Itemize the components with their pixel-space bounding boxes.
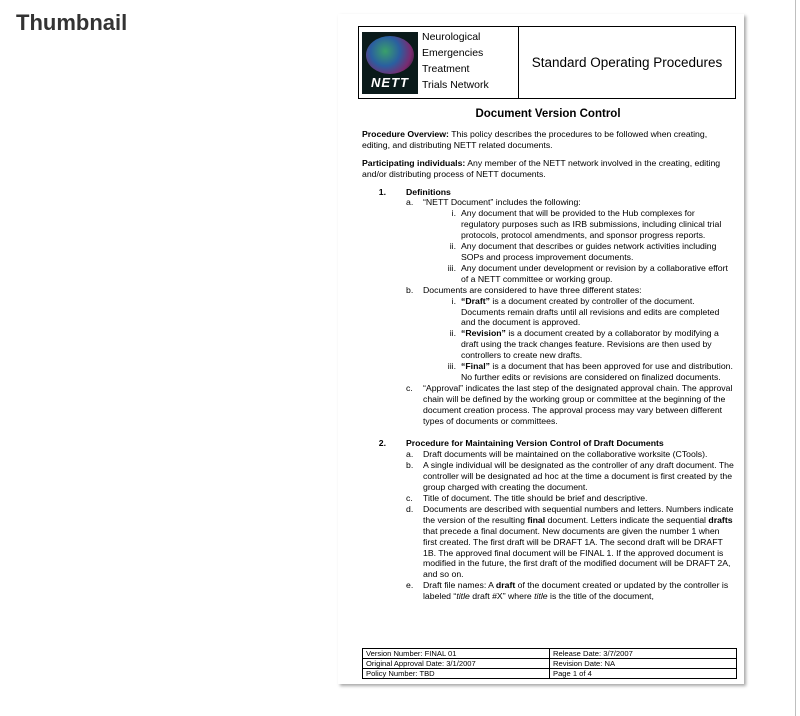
italic-run: title xyxy=(534,591,548,602)
list-marker: b. xyxy=(406,460,414,471)
section-number: 1. xyxy=(378,186,386,197)
section-heading: Definitions xyxy=(406,186,451,197)
list-item xyxy=(440,208,734,241)
list-item xyxy=(406,197,734,208)
list-item xyxy=(406,449,734,460)
text-run: draft #X” where xyxy=(469,591,535,602)
participating-individuals xyxy=(362,158,734,180)
list-text: Any document that will be provided to the Hub complexes for regulatory purposes such as IRB submissions, including clinical trial protocols, protocol amendments, and sponsor progress reports. xyxy=(461,208,722,241)
nett-logo xyxy=(362,32,418,94)
list-item xyxy=(440,328,734,361)
version-number: Version Number: FINAL 01 xyxy=(363,649,550,659)
bold-run: final xyxy=(527,514,546,525)
list-marker: e. xyxy=(406,580,414,591)
list-marker: b. xyxy=(406,284,414,295)
list-marker: c. xyxy=(406,493,413,503)
list-text xyxy=(461,296,734,329)
list-item xyxy=(406,504,734,580)
list-marker: i. xyxy=(451,295,456,306)
list-text: A single individual will be designated as the controller of any draft document. The controller will be designated ad hoc at the time a document is first created by the group charged with creating the document. xyxy=(423,460,734,493)
org-line: Treatment xyxy=(422,63,470,75)
list-text xyxy=(423,504,734,580)
term: “Final” xyxy=(461,361,490,372)
list-marker: ii. xyxy=(449,241,456,252)
section-number: 2. xyxy=(378,438,386,449)
section-heading: Procedure for Maintaining Version Control of Draft Documents xyxy=(406,438,664,449)
document-header xyxy=(358,26,736,99)
list-text: Draft documents will be maintained on the collaborative worksite (CTools). xyxy=(423,449,708,460)
list-marker: c. xyxy=(406,382,413,393)
list-item xyxy=(440,296,734,329)
panel-title: Thumbnail xyxy=(16,10,128,35)
list-text xyxy=(461,361,734,383)
org-line: Trials Network xyxy=(422,79,489,91)
organization-name xyxy=(418,27,519,98)
policy-number: Policy Number: TBD xyxy=(363,669,550,679)
original-approval-date: Original Approval Date: 3/1/2007 xyxy=(363,659,550,669)
bold-run: drafts xyxy=(708,514,733,525)
text-run: document. Letters indicate the sequential xyxy=(545,514,709,525)
term: “Revision” xyxy=(461,328,506,339)
italic-run: title xyxy=(456,591,470,602)
term: “Draft” xyxy=(461,295,490,306)
brain-icon xyxy=(366,36,414,74)
list-item xyxy=(406,460,734,493)
logo-text: NETT xyxy=(371,75,409,90)
procedure-overview xyxy=(362,129,734,151)
text-run: Documents are described with sequential numbers and letters. Numbers indicate the version of the resulting xyxy=(423,503,734,525)
panel-divider xyxy=(795,0,796,716)
org-line: Emergencies xyxy=(422,47,484,59)
text-run: of the document created or updated by the controller is labeled “ xyxy=(423,580,729,602)
text-run: that precede a final document. New documents are given the number 1 when first created. The first draft will be DRAFT 1A. The second draft will be DRAFT 1B. The approved final document will be FINAL 1. If the approved document is modified in the future, the first draft of the modified document will be DRAFT 2A, and so on. xyxy=(423,525,731,580)
list-item xyxy=(406,493,734,504)
list-item xyxy=(406,383,734,427)
list-text: Any document under development or revision by a collaborative effort of a NETT committee or working group. xyxy=(461,262,728,284)
list-text: “NETT Document” includes the following: xyxy=(423,197,581,208)
org-line: Neurological xyxy=(422,31,481,43)
text-run: Draft file names: A xyxy=(423,580,496,591)
definition: is a document created by a collaborator by modifying a draft using the track changes feature. Revisions are then used by controllers to create new drafts. xyxy=(461,328,719,361)
overview-text: This policy describes the procedures to be followed when creating, editing, and distributing NETT related documents. xyxy=(362,128,708,150)
section-version-control xyxy=(362,438,734,449)
list-item xyxy=(440,361,734,383)
document-body xyxy=(362,109,734,602)
sop-title: Standard Operating Procedures xyxy=(531,55,723,70)
list-text xyxy=(423,580,734,602)
overview-label: Procedure Overview: xyxy=(362,128,449,139)
text-run: is the title of the document, xyxy=(547,591,654,602)
document-thumbnail[interactable] xyxy=(338,14,744,684)
list-marker: ii. xyxy=(449,328,456,339)
list-marker: a. xyxy=(406,449,414,460)
list-marker: iii. xyxy=(447,262,456,273)
page-number: Page 1 of 4 xyxy=(550,669,737,679)
list-item xyxy=(440,263,734,285)
document-footer xyxy=(362,648,737,679)
list-item xyxy=(440,241,734,263)
participating-label: Participating individuals: xyxy=(362,157,466,168)
definition: is a document created by controller of the document. Documents remain drafts until all revisions and edits are completed and the document is approved. xyxy=(461,295,720,328)
document-title: Document Version Control xyxy=(475,108,621,120)
list-text: Documents are considered to have three different states: xyxy=(423,284,642,295)
list-item xyxy=(406,285,734,296)
list-marker: d. xyxy=(406,503,414,514)
list-item xyxy=(406,580,734,602)
bold-run: draft xyxy=(495,580,516,591)
list-text: “Approval” indicates the last step of the designated approval chain. The approval chain will be defined by the working group or committee at the beginning of the document creation process. The approval process may vary between different types of documents or committees. xyxy=(423,382,733,426)
list-marker: i. xyxy=(451,208,456,219)
list-text xyxy=(461,328,734,361)
release-date: Release Date: 3/7/2007 xyxy=(550,649,737,659)
section-definitions xyxy=(362,187,734,198)
list-text: Any document that describes or guides network activities including SOPs and process improvement documents. xyxy=(461,241,717,262)
revision-date: Revision Date: NA xyxy=(550,659,737,669)
list-text: Title of document. The title should be brief and descriptive. xyxy=(423,493,648,503)
list-marker: iii. xyxy=(447,361,456,372)
list-marker: a. xyxy=(406,197,414,208)
definition: is a document that has been approved for use and distribution. No further edits or revisions are considered on finalized documents. xyxy=(461,361,733,382)
participating-text: Any member of the NETT network involved in the creating, editing and/or distributing process of NETT documents. xyxy=(362,157,721,179)
